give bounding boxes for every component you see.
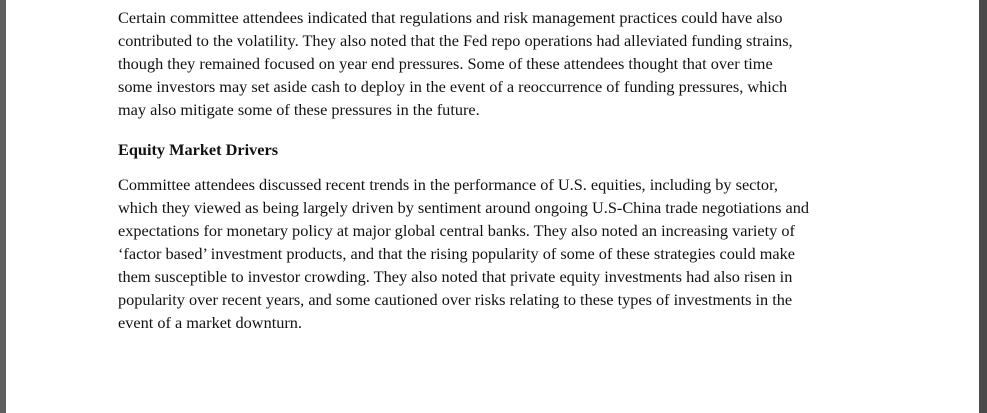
text-line: popularity over recent years, and some cautioned over risks relating to these types of investments in the — [118, 290, 793, 309]
text-line: some investors may set aside cash to deploy in the event of a reoccurrence of funding pressures, which — [118, 77, 788, 96]
text-line: event of a market downturn. — [118, 313, 303, 332]
document-page — [6, 0, 979, 413]
paragraph-repo-volatility — [118, 6, 878, 121]
text-line: expectations for monetary policy at major global central banks. They also noted an increasing variety of — [118, 221, 795, 240]
text-line: may also mitigate some of these pressures in the future. — [118, 100, 480, 119]
section-heading: Equity Market Drivers — [118, 140, 279, 159]
paragraph-equity-drivers — [118, 173, 878, 334]
text-line: Committee attendees discussed recent trends in the performance of U.S. equities, including by sector, — [118, 175, 778, 194]
scrollbar[interactable] — [979, 0, 987, 413]
text-line: contributed to the volatility. They also noted that the Fed repo operations had alleviated funding strains, — [118, 31, 793, 50]
page-content — [118, 6, 878, 334]
text-line: them susceptible to investor crowding. They also noted that private equity investments had also risen in — [118, 267, 793, 286]
text-line: though they remained focused on year end pressures. Some of these attendees thought that over time — [118, 54, 773, 73]
text-line: which they viewed as being largely driven by sentiment around ongoing U.S-China trade negotiations and — [118, 198, 810, 217]
text-line: ‘factor based’ investment products, and that the rising popularity of some of these strategies could make — [118, 244, 795, 263]
text-line: Certain committee attendees indicated that regulations and risk management practices could have also — [118, 8, 783, 27]
